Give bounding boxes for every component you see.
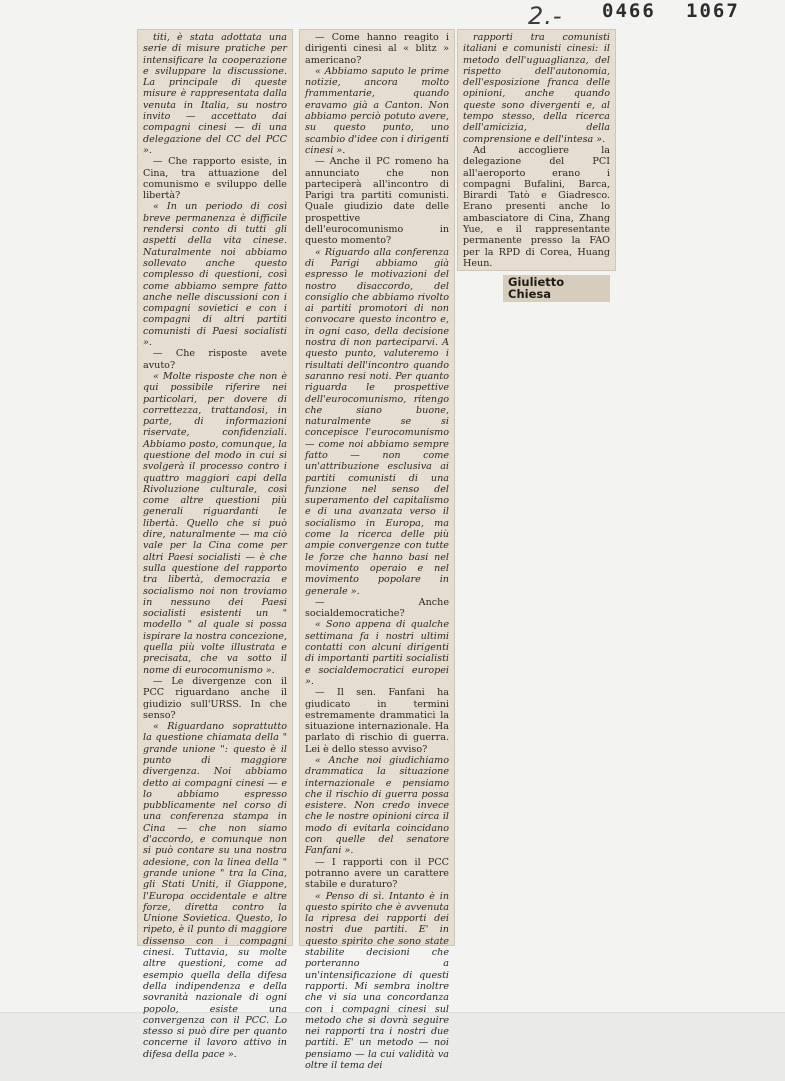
handwritten-note: 2.-	[528, 2, 563, 30]
article-paragraph: — Il sen. Fanfani ha giudicato in termini estremamente drammatici la situazione internazionale. Ha parlato di rischio di guerra. Lei è dello stesso avviso?	[305, 687, 449, 755]
article-paragraph: « Riguardano soprattutto la questione chiamata della " grande unione ": questo è il punto di maggiore divergenza. Noi abbiamo detto ai compagni cinesi — e lo abbiamo espresso pubblicamente nel corso di una conferenza stampa in Cina — che non siamo d'accordo, e comunque non si può contare su una nostra adesione, con la linea della " grande unione " tra la Cina, gli Stati Uniti, il Giappone, l'Europa occidentale e altre forze, diretta contro la Unione Sovietica. Questo, lo ripeto, è il punto di maggiore dissenso con i compagni cinesi. Tuttavia, su molte altre questioni, come ad esempio quella della difesa della indipendenza e della sovranità nazionale di ogni popolo, esiste una convergenza con il PCC. Lo stesso si può dire per quanto concerne il lavoro attivo in difesa della pace ».	[143, 721, 287, 1060]
column-text	[458, 30, 615, 302]
article-paragraph: — Anche il PC romeno ha annunciato che non parteciperà all'incontro di Parigi tra partiti comunisti. Quale giudizio date delle prospettive dell'eurocomunismo in questo momento?	[305, 156, 449, 247]
author-signature: Giulietto Chiesa	[503, 275, 610, 302]
archive-stamp-number: 0466	[602, 0, 656, 22]
article-paragraph: — Anche socialdemocratiche?	[305, 596, 449, 620]
newspaper-column-2	[300, 30, 454, 1072]
column-text	[138, 30, 292, 1060]
article-paragraph: « Molte risposte che non è qui possibile riferire nei particolari, per dovere di correttezza, trattandosi, in parte, di informazioni riservate, confidenziali. Abbiamo posto, comunque, la questione del modo in cui si svolgerà il processo contro i quattro maggiori capi della Rivoluzione culturale, così come altre questioni più generali riguardanti le libertà. Quello che si può dire, naturalmente — ma ciò vale per la Cina come per altri Paesi socialisti — è che sulla questione del rapporto tra libertà, democrazia e socialismo noi non troviamo in nessuno dei Paesi socialisti esistenti un " modello " al quale si possa ispirare la nostra concezione, quella più volte illustrata e precisata, che va sotto il nome di eurocomunismo ».	[143, 370, 287, 676]
article-paragraph: titi, è stata adottata una serie di misure pratiche per intensificare la cooperazione e sviluppare la discussione. La principale di queste misure è rappresentata dalla venuta in Italia, su nostro invito — accettato dai compagni cinesi — di una delegazione del CC del PCC ».	[143, 32, 287, 156]
archive-stamp-number: 1067	[686, 0, 740, 22]
newspaper-column-1	[138, 30, 292, 1060]
article-paragraph: « Sono appena di qualche settimana fa i nostri ultimi contatti con alcuni dirigenti di importanti partiti socialisti e socialdemocratici europei ».	[305, 619, 449, 687]
article-paragraph: rapporti tra comunisti italiani e comunisti cinesi: il metodo dell'uguaglianza, del rispetto dell'autonomia, dell'esposizione franca delle opinioni, anche quando queste sono divergenti e, al tempo stesso, della ricerca dell'amicizia, della comprensione e dell'intesa ».	[463, 32, 610, 145]
article-paragraph: Ad accogliere la delegazione del PCI all'aeroporto erano i compagni Bufalini, Barca, Birardi Tatò e Giadresco. Erano presenti anche lo ambasciatore di Cina, Zhang Yue, e il rappresentante permanente presso la FAO per la RPD di Corea, Huang Heun.	[463, 144, 610, 269]
article-paragraph: « Riguardo alla conferenza di Parigi abbiamo già espresso le motivazioni del nostro disaccordo, del consiglio che abbiamo rivolto ai partiti promotori di non convocare questo incontro e, in ogni caso, della decisione nostra di non parteciparvi. A questo punto, valuteremo i risultati dell'incontro quando saranno resi noti. Per quanto riguarda le prospettive dell'eurocomunismo, ritengo che siano buone, naturalmente se si concepisce l'eurocomunismo — come noi abbiamo sempre fatto — non come un'attribuzione esclusiva ai partiti comunisti di una funzione nel senso del superamento del capitalismo e di una avanzata verso il socialismo in Europa, ma come la ricerca delle più ampie convergenze con tutte le forze che hanno basi nel movimento operaio e nel movimento popolare in generale ».	[305, 246, 449, 597]
article-paragraph: — Che risposte avete avuto?	[143, 348, 287, 371]
article-paragraph: — Le divergenze con il PCC riguardano anche il giudizio sull'URSS. In che senso?	[143, 675, 287, 721]
newspaper-column-3	[458, 30, 615, 301]
article-paragraph: — Come hanno reagito i dirigenti cinesi al « blitz » americano?	[305, 32, 449, 66]
article-paragraph: « Penso di sì. Intanto è in questo spirito che è avvenuta la ripresa dei rapporti dei nostri due partiti. E' in questo spirito che sono state stabilite decisioni che porteranno a un'intensificazione di questi rapporti. Mi sembra inoltre che vi sia una concordanza con i compagni cinesi sul metodo che si dovrà seguire nei rapporti tra i nostri due partiti. E' un metodo — noi pensiamo — la cui validità va oltre il tema dei	[305, 890, 449, 1072]
article-paragraph: « In un periodo di così breve permanenza è difficile rendersi conto di tutti gli aspetti della vita cinese. Naturalmente noi abbiamo sollevato anche questo complesso di questioni, così come abbiamo sempre fatto anche nelle discussioni con i compagni sovietici e con i compagni di altri partiti comunisti di Paesi socialisti ».	[143, 201, 287, 349]
article-paragraph: « Abbiamo saputo le prime notizie, ancora molto frammentarie, quando eravamo già a Canton. Non abbiamo perciò potuto avere, su questo punto, uno scambio d'idee con i dirigenti cinesi ».	[305, 65, 449, 156]
article-paragraph: — Che rapporto esiste, in Cina, tra attuazione del comunismo e sviluppo delle libertà?	[143, 156, 287, 202]
column-text	[300, 30, 454, 1071]
article-paragraph: « Anche noi giudichiamo drammatica la situazione internazionale e pensiamo che il rischio di guerra possa esistere. Non credo invece che le nostre opinioni circa il modo di evitarla coincidano con quelle del senatore Fanfani ».	[305, 755, 449, 857]
article-paragraph: — I rapporti con il PCC potranno avere un carattere stabile e duraturo?	[305, 856, 449, 891]
